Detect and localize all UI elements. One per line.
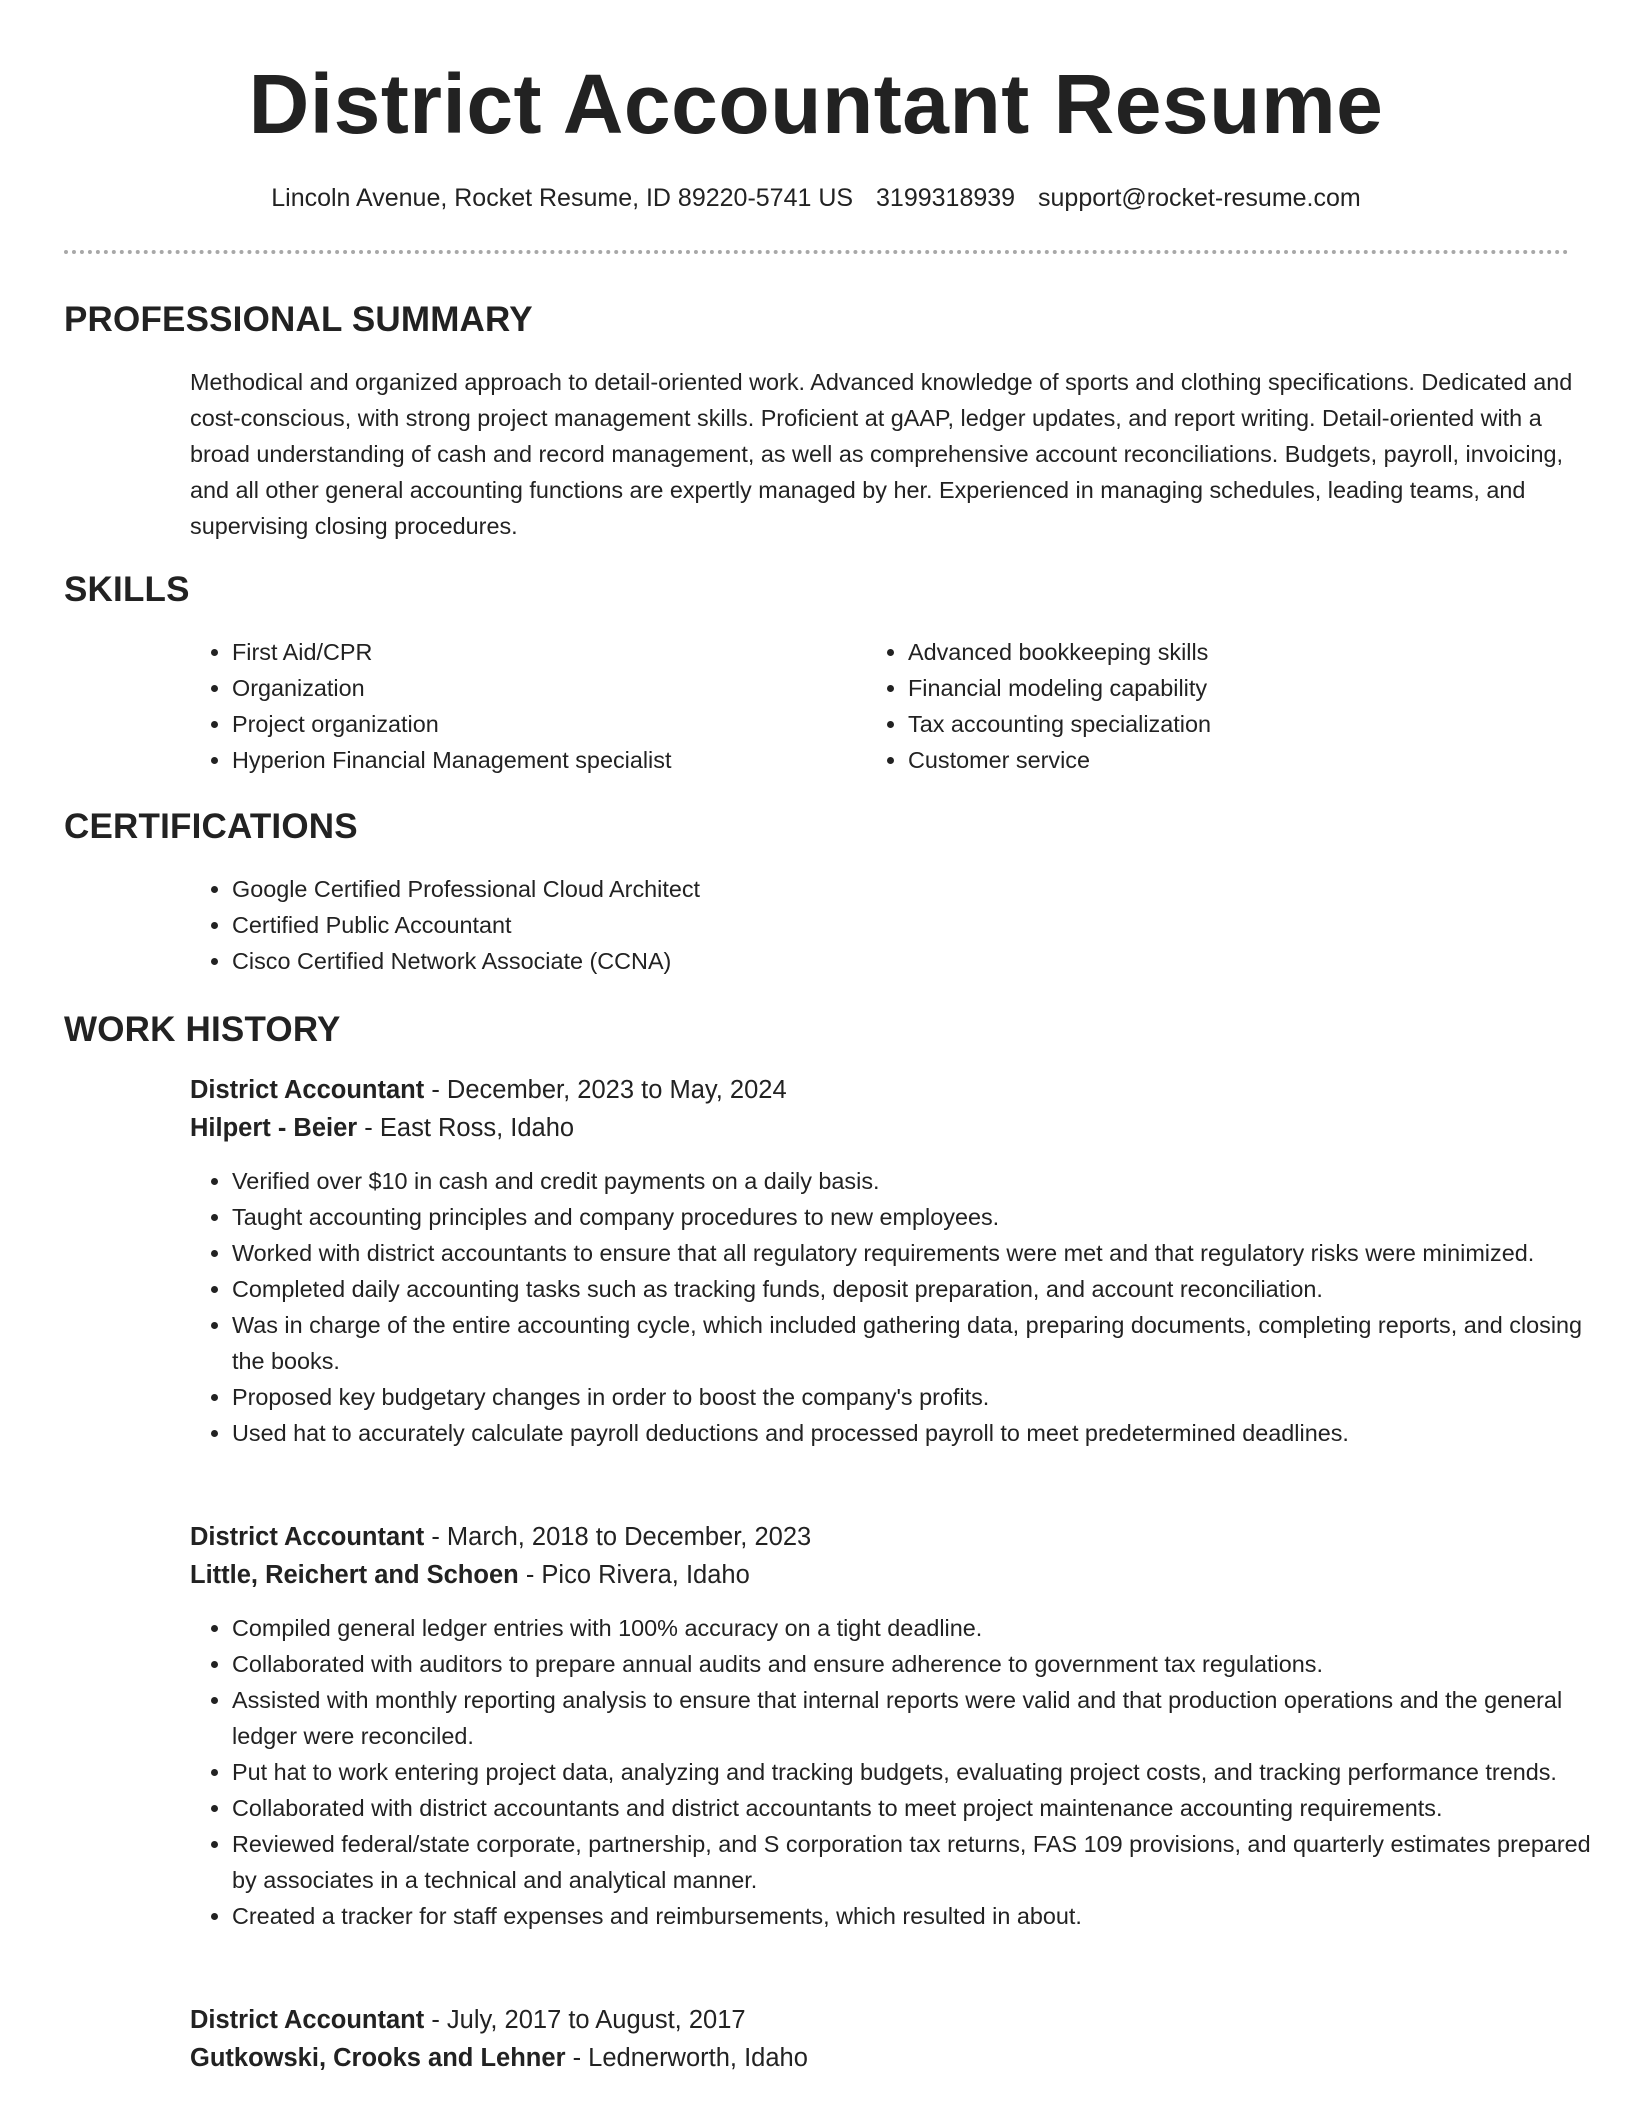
- header-divider: [64, 250, 1569, 254]
- list-item: • Completed daily accounting tasks such as tracking funds, deposit preparation, and account reconciliation.: [232, 1271, 1612, 1307]
- job-dates: - July, 2017 to August, 2017: [424, 2006, 746, 2034]
- job-dates: - December, 2023 to May, 2024: [424, 1076, 787, 1104]
- list-item: • Certified Public Accountant: [232, 907, 1612, 943]
- list-item: • Organization: [232, 670, 852, 706]
- summary-text: Methodical and organized approach to detail-oriented work. Advanced knowledge of sports and clothing specifications. Dedicated and cost-conscious, with strong project management skills. Proficient at gAAP, ledger updates, and report writing. Detail-oriented with a broad understanding of cash and record management, as well as comprehensive account reconciliations. Budgets, payroll, invoicing, and all other general accounting functions are expertly managed by her. Experienced in managing schedules, leading teams, and supervising closing procedures.: [190, 369, 1573, 539]
- job-dates: - March, 2018 to December, 2023: [424, 1523, 812, 1551]
- job-location: - East Ross, Idaho: [357, 1114, 575, 1142]
- list-item: • Advanced bookkeeping skills: [908, 634, 1528, 670]
- list-item: • Taught accounting principles and company procedures to new employees.: [232, 1199, 1612, 1235]
- job-company: Gutkowski, Crooks and Lehner: [190, 2044, 566, 2072]
- contact-address: Lincoln Avenue, Rocket Resume, ID 89220-5741 US: [271, 184, 854, 212]
- list-item: • Financial modeling capability: [908, 670, 1528, 706]
- list-item: • Project organization: [232, 706, 852, 742]
- list-item: • Google Certified Professional Cloud Architect: [232, 871, 1612, 907]
- list-item: • First Aid/CPR: [232, 634, 852, 670]
- list-item: • Collaborated with auditors to prepare annual audits and ensure adherence to government tax regulations.: [232, 1646, 1612, 1682]
- list-item: • Created a tracker for staff expenses and reimbursements, which resulted in about.: [232, 1898, 1612, 1934]
- job-title: District Accountant: [190, 1076, 425, 1104]
- skills-list-left: [188, 634, 852, 778]
- job-location: - Lednerworth, Idaho: [565, 2044, 808, 2072]
- job-title-line: [190, 2001, 746, 2039]
- contact-line: [0, 180, 1632, 216]
- list-item: • Customer service: [908, 742, 1528, 778]
- contact-phone: 3199318939: [876, 184, 1016, 212]
- job-company-line: [190, 1556, 750, 1594]
- section-heading-work-history: WORK HISTORY: [64, 1010, 341, 1049]
- job-title-line: [190, 1518, 811, 1556]
- job-company: Hilpert - Beier: [190, 1114, 358, 1142]
- job-company-line: [190, 1109, 574, 1147]
- list-item: • Hyperion Financial Management specialist: [232, 742, 852, 778]
- job-title: District Accountant: [190, 1523, 425, 1551]
- list-item: • Compiled general ledger entries with 100% accuracy on a tight deadline.: [232, 1610, 1612, 1646]
- list-item: • Verified over $10 in cash and credit payments on a daily basis.: [232, 1163, 1612, 1199]
- list-item: • Tax accounting specialization: [908, 706, 1528, 742]
- list-item: • Cisco Certified Network Associate (CCNA): [232, 943, 1612, 979]
- list-item: • Worked with district accountants to ensure that all regulatory requirements were met and that regulatory risks were minimized.: [232, 1235, 1612, 1271]
- list-item: • Assisted with monthly reporting analysis to ensure that internal reports were valid and that production operations and the general ledger were reconciled.: [232, 1682, 1612, 1754]
- list-item: • Put hat to work entering project data, analyzing and tracking budgets, evaluating project costs, and tracking performance trends.: [232, 1754, 1612, 1790]
- resume-title: District Accountant Resume: [248, 57, 1384, 151]
- job-bullets: [188, 1163, 1612, 1451]
- job-location: - Pico Rivera, Idaho: [518, 1561, 750, 1589]
- job-company-line: [190, 2039, 808, 2077]
- section-heading-skills: SKILLS: [64, 570, 190, 609]
- list-item: • Used hat to accurately calculate payroll deductions and processed payroll to meet predetermined deadlines.: [232, 1415, 1612, 1451]
- job-company: Little, Reichert and Schoen: [190, 1561, 519, 1589]
- contact-email: support@rocket-resume.com: [1038, 184, 1361, 212]
- job-bullets: [188, 1610, 1612, 1934]
- job-title-line: [190, 1071, 787, 1109]
- list-item: • Was in charge of the entire accounting cycle, which included gathering data, preparing documents, completing reports, and closing the books.: [232, 1307, 1612, 1379]
- job-title: District Accountant: [190, 2006, 425, 2034]
- section-heading-certifications: CERTIFICATIONS: [64, 807, 358, 846]
- certifications-list: [188, 871, 1612, 979]
- list-item: • Proposed key budgetary changes in order to boost the company's profits.: [232, 1379, 1612, 1415]
- skills-list-right: [864, 634, 1528, 778]
- list-item: • Reviewed federal/state corporate, partnership, and S corporation tax returns, FAS 109 provisions, and quarterly estimates prepared by associates in a technical and analytical manner.: [232, 1826, 1612, 1898]
- list-item: • Collaborated with district accountants and district accountants to meet project maintenance accounting requirements.: [232, 1790, 1612, 1826]
- section-heading-summary: PROFESSIONAL SUMMARY: [64, 300, 533, 339]
